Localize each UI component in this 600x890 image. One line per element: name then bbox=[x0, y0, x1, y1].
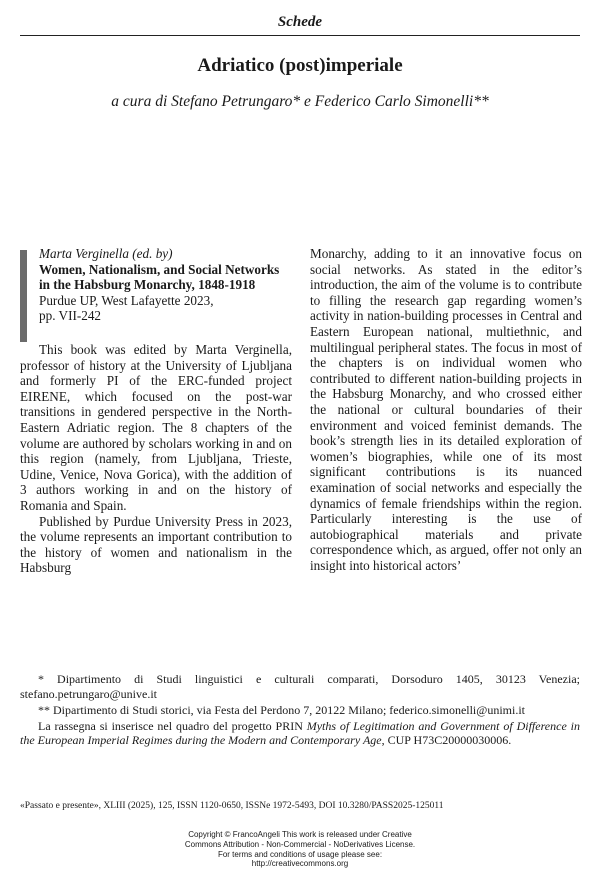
footnote-2: ** Dipartimento di Studi storici, via Festa del Perdono 7, 20122 Milano; federico.simonelli@unimi.it bbox=[38, 702, 525, 717]
body-paragraph-1: This book was edited by Marta Verginella, professor of history at the University of Ljubljana and formerly PI of the ERC-funded project EIRENE, which focused on the post-war transitions in gendered perspective in the North-Eastern Adriatic region. The 8 chapters of the volume are authored by scholars working in and on this region (namely, from Ljubljana, Trieste, Udine, Venice, Nova Gorica), with the addition of 3 authors working in and on the history of Romania and Spain. bbox=[20, 341, 292, 513]
copyright-line-3: For terms and conditions of usage please see: bbox=[217, 849, 383, 859]
copyright-notice bbox=[140, 830, 460, 869]
book-author: Marta Verginella (ed. by) bbox=[39, 246, 173, 261]
body-paragraph-2: Published by Purdue University Press in 2023, the volume represents an important contribution to the history of women and nationalism in the Habsburg bbox=[20, 513, 292, 576]
footnote-3 bbox=[20, 719, 580, 748]
reference-bar bbox=[20, 250, 27, 342]
copyright-link: http://creativecommons.org bbox=[251, 859, 349, 869]
book-publisher: Purdue UP, West Lafayette 2023, bbox=[39, 292, 214, 308]
footnote-3-end: , CUP H73C20000030006. bbox=[381, 733, 512, 747]
body-paragraph-2-continued: Monarchy, adding to it an innovative focus on social networks. As stated in the editor’s introduction, the aim of the volume is to contribute to filling the research gap regarding women’s activity in nation-building processes in Central and Eastern European national, multiethnic, and multilingual peripheral states. The focus in most of the chapters is on individual women who contributed to different nation-building projects in the Habsburg Monarchy, and who crossed either the national or cultural boundaries of their environment and voiced feminist demands. The book’s strength lies in its detailed exploration of women’s biographies, while one of its most significant contributions is its nuanced examination of social networks and especially the dynamics of female friendships within the region. Particularly interesting is the use of autobiographical materials and private correspondence which, as argued, offer not only an insight into historical actors’ bbox=[310, 246, 582, 573]
left-column bbox=[20, 246, 292, 576]
header-rule bbox=[20, 35, 580, 36]
copyright-line-2: Commons Attribution - Non-Commercial - NoDerivatives License. bbox=[184, 839, 416, 849]
project-title: Myths of Legitimation and Government of Difference in the European Imperial Regimes during the Modern and Contemporary Age bbox=[20, 718, 580, 747]
footnote-1: * Dipartimento di Studi linguistici e culturali comparati, Dorsoduro 1405, 30123 Venezia; stefano.petrungaro@unive.it bbox=[20, 672, 580, 701]
book-reference bbox=[20, 246, 292, 324]
book-title: Women, Nationalism, and Social Networks in the Habsburg Monarchy, 1848-1918 bbox=[39, 261, 280, 293]
right-column bbox=[310, 246, 582, 573]
footnotes bbox=[20, 672, 580, 749]
section-header: Schede bbox=[277, 14, 323, 30]
article-editors: a cura di Stefano Petrungaro* e Federico Carlo Simonelli** bbox=[111, 93, 489, 110]
copyright-line-1: Copyright © FrancoAngeli This work is released under Creative bbox=[188, 830, 412, 839]
footnote-3-start: La rassegna si inserisce nel quadro del progetto PRIN bbox=[38, 718, 307, 733]
book-pages: pp. VII-242 bbox=[39, 308, 102, 324]
journal-citation: «Passato e presente», XLIII (2025), 125, ISSN 1120-0650, ISSNe 1972-5493, DOI 10.3280/PASS2025-125011 bbox=[20, 801, 444, 811]
article-title: Adriatico (post)imperiale bbox=[197, 55, 403, 76]
